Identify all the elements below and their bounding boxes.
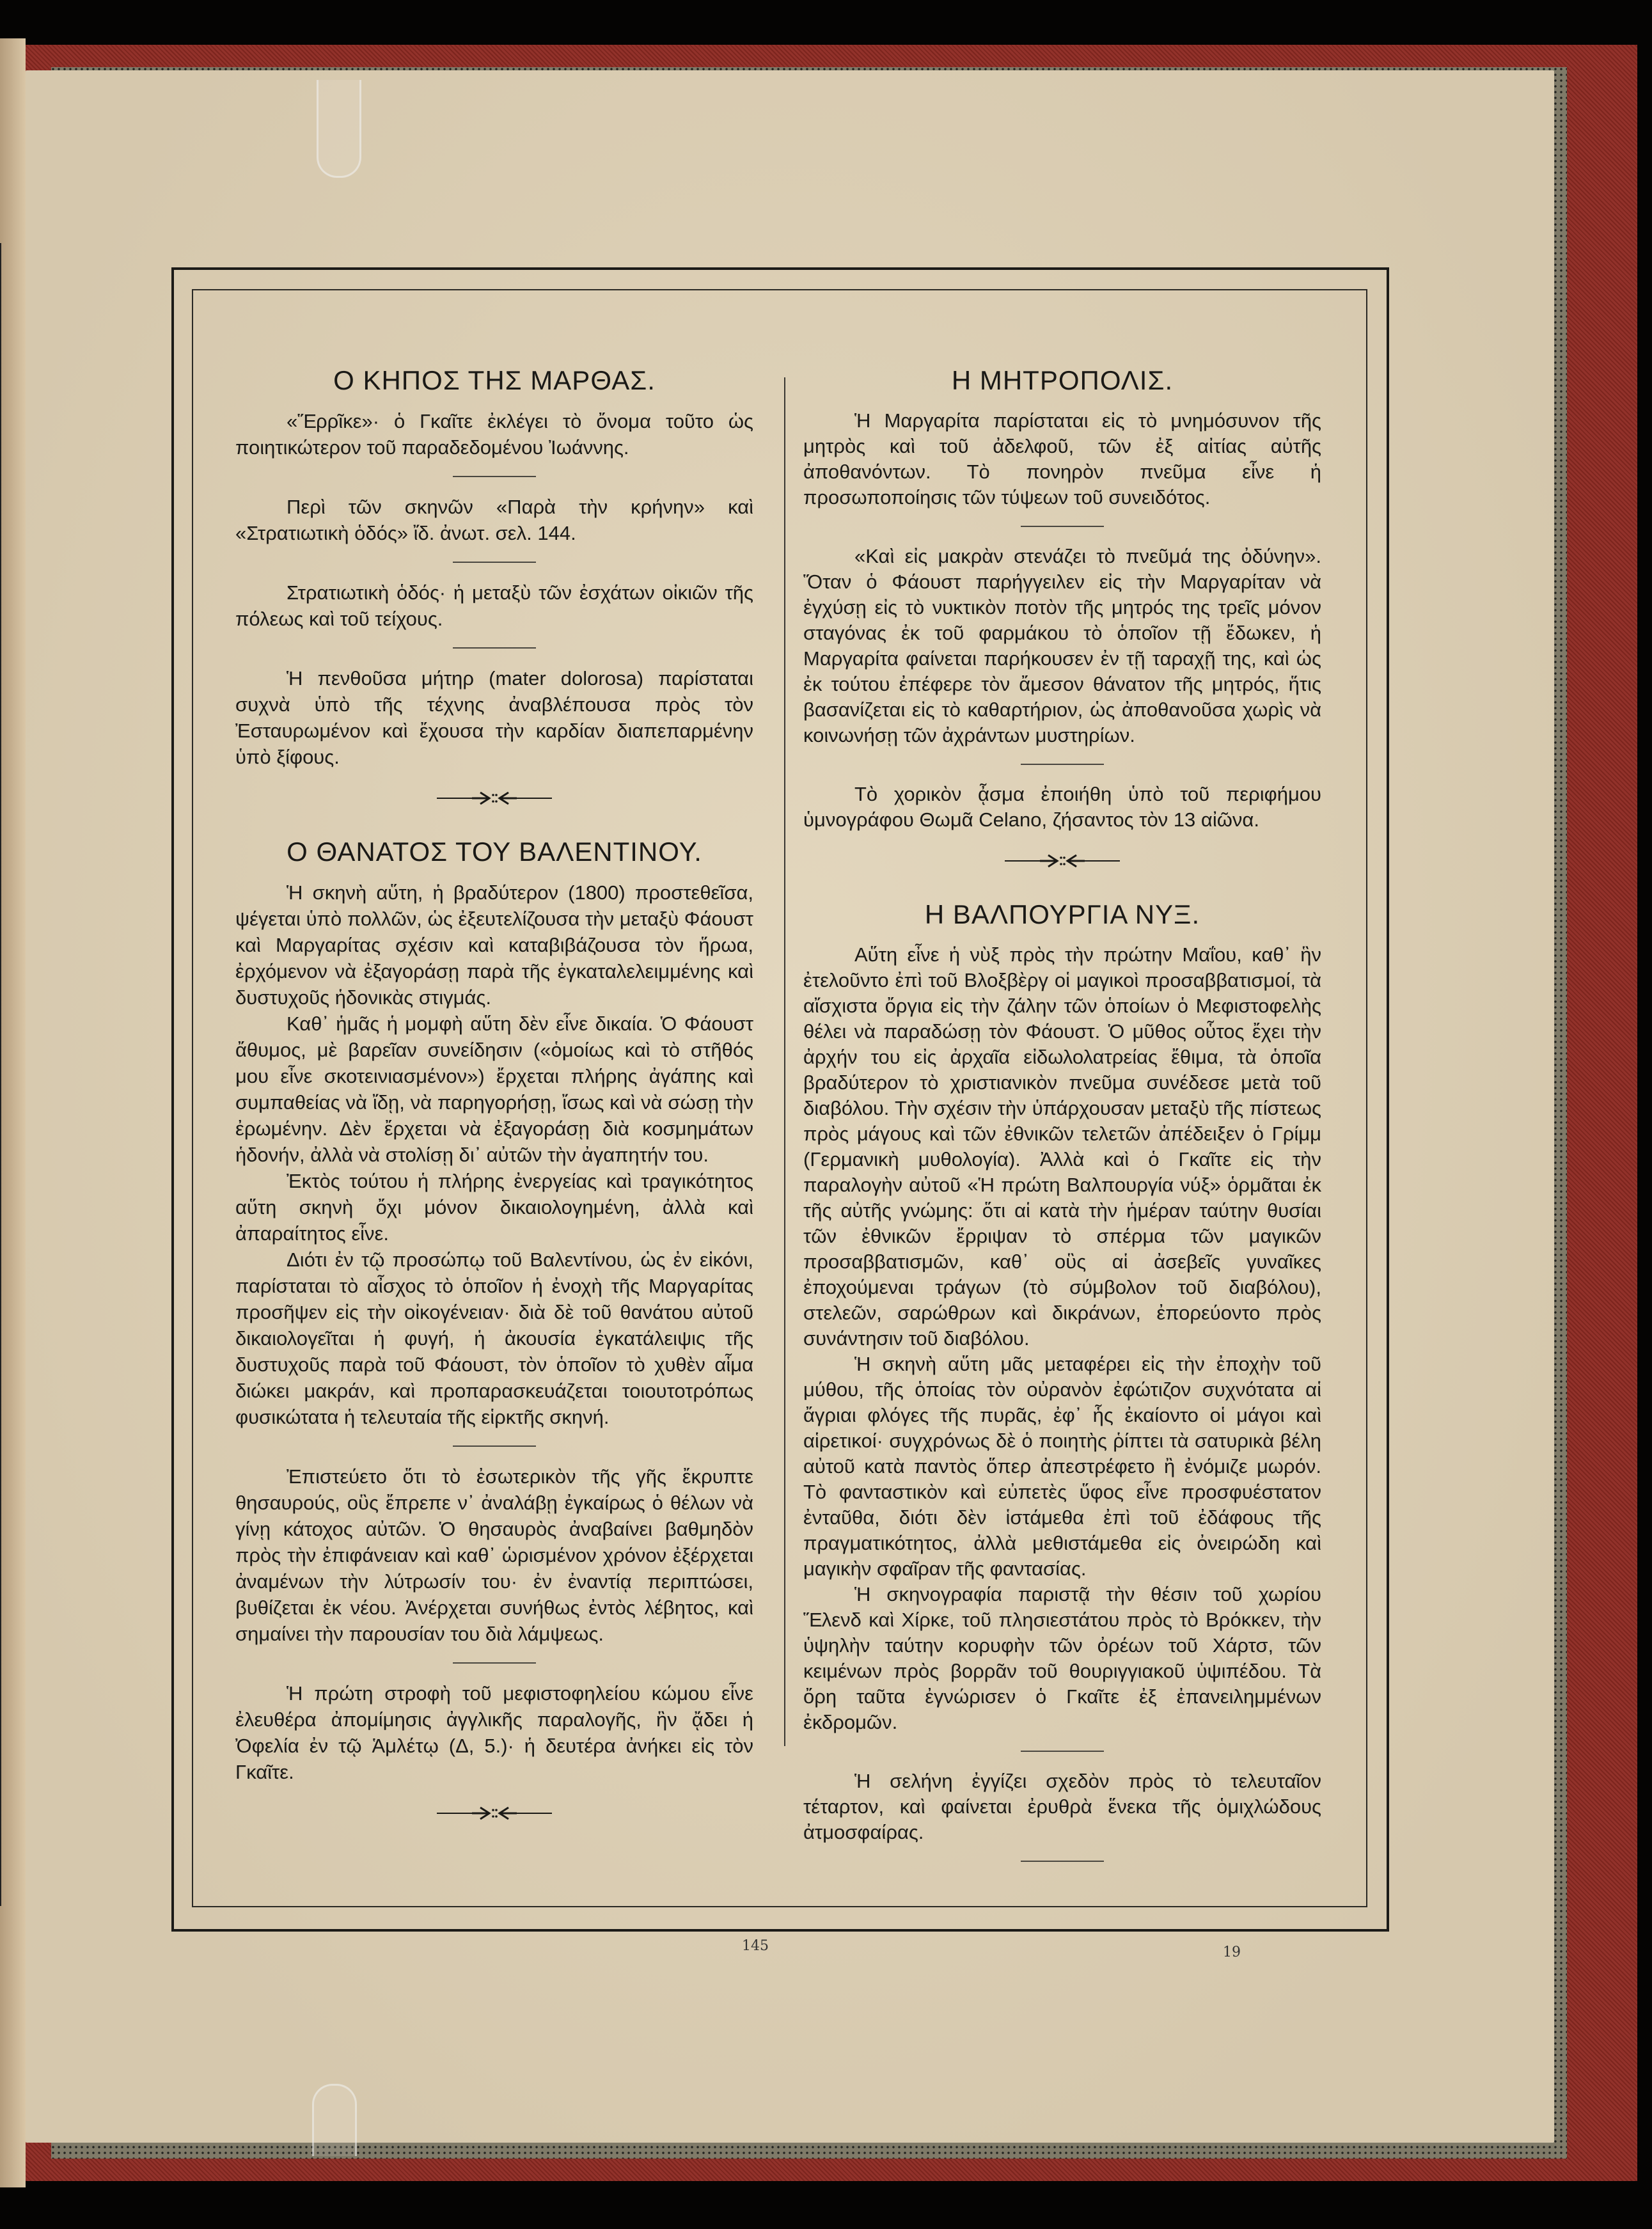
page-clip-top [317,80,361,178]
body-paragraph: Ἡ σκηνογραφία παριστᾷ τὴν θέσιν τοῦ χωρίου Ἕλενδ καὶ Χίρκε, τοῦ πλησιεστάτου πρὸς τὸ Βρόκκεν, τὴν ὑψηλὴν ταύτην κορυφὴν τῶν ὀρέων τοῦ Χάρτσ, τῶν κειμένων πρὸς βορρᾶν τοῦ θουριγγιακοῦ ὑψιπέδου. Τὰ ὄρη ταῦτα ἐγνώρισεν ὁ Γκαῖτε ἐξ ἐπανειλημμένων ἐκδρομῶν. [803,1583,1321,1734]
arrows-ornament-icon [437,1804,552,1823]
note-paragraph: Τὸ χορικὸν ᾆσμα ἐποιήθη ὑπὸ τοῦ περιφήμου ὑμνογράφου Θωμᾶ Celano, ζήσαντος τὸν 13 αἰῶνα. [803,783,1321,831]
section-heading: Ο ΘΑΝΑΤΟΣ ΤΟΥ ΒΑΛΕΝΤΙΝΟΥ. [287,837,702,867]
facing-page-frame-line [0,243,1,1906]
separator-rule [453,1445,536,1447]
section-ornament [235,788,753,808]
separator-rule [1021,1861,1104,1862]
body-paragraph: Καθ᾽ ἡμᾶς ἡ μομφὴ αὕτη δὲν εἶνε δικαία. Ὁ Φάουστ ἄθυμος, μὲ βαρεῖαν συνείδησιν («ὁμοίως καὶ τὸ στῆθός μου εἶνε σκοτεινιασμένον») ἔρχεται πλήρης ἀγάπης καὶ συμπαθείας νὰ ἴδῃ, νὰ παρηγορήσῃ, ἴσως καὶ νὰ σώσῃ τὴν ἐρωμένην. Δὲν ἔρχεται νὰ ἐξαγοράσῃ διὰ κοσμημάτων ἡδονήν, ἀλλὰ νὰ στολίσῃ δι᾽ αὐτῶν τὴν ἀγαπητήν του. [235,1012,753,1167]
note-paragraph: Ἡ πενθοῦσα μήτηρ (mater dolorosa) παρίσταται συχνὰ ὑπὸ τῆς τέχνης ἀναβλέπουσα πρὸς τὸν Ἐσταυρωμένον καὶ ἔχουσα τὴν καρδίαν διαπεπαρμένην ὑπὸ ξίφους. [235,667,753,768]
body-paragraph: Ἡ σκηνὴ αὕτη, ἡ βραδύτερον (1800) προστεθεῖσα, ψέγεται ὑπὸ πολλῶν, ὡς ἐξευτελίζουσα τὴν μεταξὺ Φάουστ καὶ Μαργαρίτας σχέσιν καὶ καταβιβάζουσα τὸν ἥρωα, ἐρχόμενον νὰ ἐξαγοράσῃ παρὰ τῆς ἐγκαταλελειμμένης καὶ δυστυχοῦς ἡδονικὰς στιγμάς. [235,881,753,1009]
separator-rule [453,1662,536,1664]
note-paragraph: «Καὶ εἰς μακρὰν στενάζει τὸ πνεῦμά της ὀδύνην». Ὅταν ὁ Φάουστ παρήγγειλεν εἰς τὴν Μαργαρίταν νὰ ἐγχύσῃ εἰς τὸ νυκτικὸν ποτὸν τῆς μητρός της τρεῖς μόνον σταγόνας ἐκ τοῦ φαρμάκου τὸ ὁποῖον τῇ ἔδωκεν, ἡ Μαργαρίτα φαίνεται παρήκουσεν ἐν τῇ ταραχῇ της, καὶ ὡς ἐκ τούτου ἐπέφερε τὸν ἄμεσον θάνατον τῆς μητρός, ἥτις βασανίζεται εἰς τὸ καθαρτήριον, ὡς ἀποθανοῦσα χωρὶς νὰ κοινωνήσῃ τῶν ἀχράντων μυστηρίων. [803,545,1321,746]
note-paragraph: Ἡ σελήνη ἐγγίζει σχεδὸν πρὸς τὸ τελευταῖον τέταρτον, καὶ φαίνεται ἐρυθρὰ ἕνεκα τῆς ὁμιχλώδους ἀτμοσφαίρας. [803,1770,1321,1844]
body-paragraph: Ἐκτὸς τούτου ἡ πλήρης ἐνεργείας καὶ τραγικότητος αὕτη σκηνὴ ὄχι μόνον δικαιολογημένη, ἀλλὰ καὶ ἀπαραίτητος εἶνε. [235,1170,753,1245]
note-paragraph: Ἡ πρώτη στροφὴ τοῦ μεφιστοφηλείου κώμου εἶνε ἐλευθέρα ἀπομίμησις ἀγγλικῆς παραλογῆς, ἣν ᾄδει ἡ Ὀφελία ἐν τῷ Ἁμλέτῳ (Δ, 5.)· ἡ δευτέρα ἀνήκει εἰς τὸν Γκαῖτε. [235,1682,753,1784]
note-paragraph: «Ἕρρῖκε»· ὁ Γκαῖτε ἐκλέγει τὸ ὄνομα τοῦτο ὡς ποιητικώτερον τοῦ παραδεδομένου Ἰωάννης. [235,410,753,459]
separator-rule [1021,764,1104,765]
body-paragraph: Ἡ σκηνὴ αὕτη μᾶς μεταφέρει εἰς τὴν ἐποχὴν τοῦ μύθου, τῆς ὁποίας τὸν οὐρανὸν ἐφώτιζον συχνότατα αἱ ἄγριαι φλόγες τῆς πυρᾶς, ἐφ᾽ ἧς ἐκαίοντο οἱ μάγοι καὶ αἱρετικοί· συγχρόνως δὲ ὁ ποιητὴς ῥίπτει τὰ σατυρικὰ βέλη αὐτοῦ κατὰ παντὸς ὅπερ ἀπεστρέφετο ἢ ἐνόμιζε μωρόν. Τὸ φανταστικὸν καὶ εὐπετὲς ὕφος εἶνε προσφυέστατον ἐνταῦθα, διότι δὲν ἱστάμεθα ἐπὶ τοῦ ἐδάφους τῆς πραγματικότητος, ἀλλὰ μεθιστάμεθα εἰς ὀνειρώδη καὶ μαγικὴν σφαῖραν τῆς φαντασίας. [803,1353,1321,1580]
section-heading: Η ΒΑΛΠΟΥΡΓΙΑ ΝΥΞ. [924,899,1200,930]
separator-rule [453,647,536,649]
page-number: 145 [742,1938,769,1954]
separator-rule [1021,526,1104,527]
page-clip-bottom [312,2084,357,2156]
note-paragraph: Ἐπιστεύετο ὅτι τὸ ἐσωτερικὸν τῆς γῆς ἔκρυπτε θησαυρούς, οὓς ἔπρεπε ν᾽ ἀναλάβῃ ἐγκαίρως ὁ θέλων νὰ γίνῃ κάτοχος αὐτῶν. Ὁ θησαυρὸς ἀναβαίνει βαθμηδὸν πρὸς τὴν ἐπιφάνειαν καὶ καθ᾽ ὡρισμένον χρόνον ἐξέρχεται ἀναμένων τὴν λύτρωσίν του· ἐν ἐναντίᾳ περιπτώσει, βυθίζεται ἐκ νέου. Ἀνέρχεται συνήθως ἐντὸς λέβητος, καὶ σημαίνει τὴν παρουσίαν του διὰ λάμψεως. [235,1465,753,1646]
body-paragraph: Διότι ἐν τῷ προσώπῳ τοῦ Βαλεντίνου, ὡς ἐν εἰκόνι, παρίσταται τὸ αἶσχος τὸ ὁποῖον ἡ ἐνοχὴ τῆς Μαργαρίτας προσῆψεν εἰς τὴν οἰκογένειαν· διὰ δὲ τοῦ θανάτου αὐτοῦ δικαιολογεῖται ἡ φυγή, ἡ ἀκουσία ἐγκατάλειψις τῆς δυστυχοῦς παρὰ τοῦ Φάουστ, τὸν ὁποῖον τὸ χυθὲν αἷμα διώκει μακράν, καὶ προπαρασκευάζεται τοιουτοτρόπως φυσικώτατα ἡ τελευταία τῆς εἱρκτῆς σκηνή. [235,1248,753,1429]
section-ornament [235,1803,753,1823]
separator-rule [453,562,536,563]
note-paragraph: Στρατιωτικὴ ὁδός· ἡ μεταξὺ τῶν ἐσχάτων οἰκιῶν τῆς πόλεως καὶ τοῦ τείχους. [235,581,753,630]
body-paragraph: Αὕτη εἶνε ἡ νὺξ πρὸς τὴν πρώτην Μαΐου, καθ᾽ ἣν ἐτελοῦντο ἐπὶ τοῦ Βλοξβὲργ οἱ μαγικοὶ προσαββατισμοί, τὰ αἴσχιστα ὄργια εἰς τὴν ζάλην τῶν ὁποίων ὁ Μεφιστοφελὴς θέλει νὰ παραδώσῃ τὸν Φάουστ. Ὁ μῦθος οὗτος ἔχει τὴν ἀρχήν του εἰς ἀρχαῖα εἰδωλολατρείας ἔθιμα, τὰ ὁποῖα βραδύτερον τὸ χριστιανικὸν πνεῦμα συνέδεσε μετὰ τοῦ διαβόλου. Τὴν σχέσιν τὴν ὑπάρχουσαν μεταξὺ τῆς πίστεως πρὸς μάγους καὶ τῶν ἐθνικῶν τελετῶν ἀπέδειξεν ὁ Γρίμμ (Γερμανικὴ μυθολογία). Ἀλλὰ καὶ ὁ Γκαῖτε εἰς τὴν παραλογὴν αὐτοῦ «Ἡ πρώτη Βαλπουργία νύξ» ὁρμᾶται ἐκ τῆς αὐτῆς γνώμης: ὅτι αἱ κατὰ τὴν ἡμέραν ταύτην θυσίαι τῶν ἐθνικῶν ἔρριψαν τὸ σπέρμα τῶν μαγικῶν προσαββατισμῶν, καθ᾽ οὓς αἱ ἀσεβεῖς γυναῖκες ἐποχούμεναι τράγων (τὸ σύμβολον τοῦ διαβόλου), στελεῶν, σαρώθρων καὶ δικράνων, ἐπορεύοντο πρὸς συνάντησιν τοῦ διαβόλου. [803,943,1321,1350]
note-paragraph: Ἡ Μαργαρίτα παρίσταται εἰς τὸ μνημόσυνον τῆς μητρὸς καὶ τοῦ ἀδελφοῦ, τῶν ἐξ αἰτίας αὐτῆς ἀποθανόντων. Τὸ πονηρὸν πνεῦμα εἶνε ἡ προσωποποίησις τῶν τύψεων τοῦ συνειδότος. [803,409,1321,508]
column-divider [784,377,785,1746]
section-heading: Ο ΚΗΠΟΣ ΤΗΣ ΜΑΡΘΑΣ. [333,365,656,395]
section-ornament [803,851,1321,870]
signature-mark: 19 [1223,1944,1241,1960]
right-column [803,358,1321,1880]
note-paragraph: Περὶ τῶν σκηνῶν «Παρὰ τὴν κρήνην» καὶ «Στρατιωτικὴ ὁδός» ἴδ. ἀνωτ. σελ. 144. [235,496,753,544]
arrows-ornament-icon [437,789,552,808]
left-column [235,358,753,1880]
separator-rule [1021,1751,1104,1752]
section-heading: Η ΜΗΤΡΟΠΟΛΙΣ. [951,365,1174,395]
separator-rule [453,476,536,477]
facing-page-edge [0,38,26,2187]
arrows-ornament-icon [1005,851,1120,870]
